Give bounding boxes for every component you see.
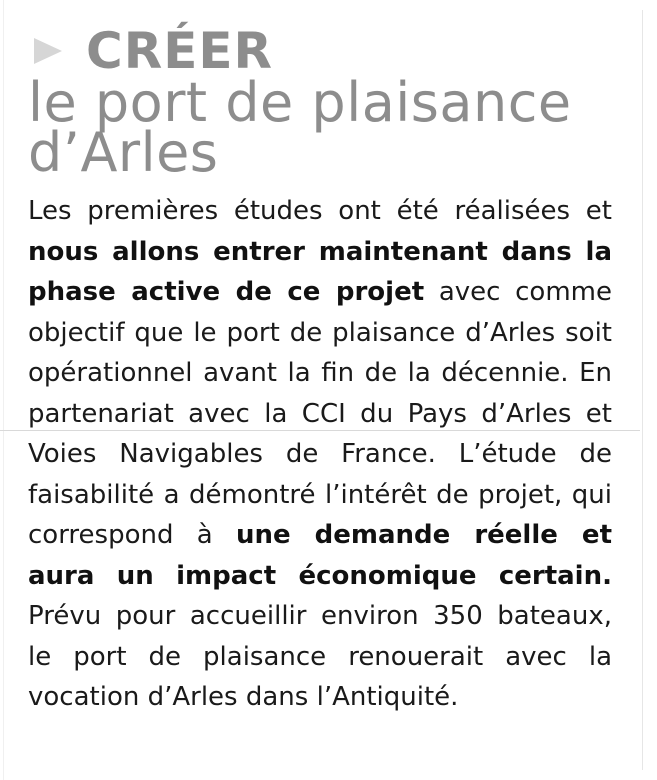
article-text-middle: avec comme objectif que le port de plaisance d’Arles soit opérationnel avant la fin de la décennie. En partenariat avec la CCI du Pays d’Arles et Voies Navigables de France. L’étude de faisabilité a démontré l’intérêt de projet, qui correspond à [28,277,612,550]
article-text-end: Prévu pour accueillir environ 350 bateaux, le port de plaisance renouerait avec la vocation d’Arles dans l’Antiquité. [28,601,612,712]
article-text-bold-demand: une demande réelle et aura un impact économique certain. [28,520,612,591]
paper-edge-left [3,0,4,780]
headline-verb: CRÉER [86,22,274,80]
article-text-intro: Les premières études ont été réalisées et [28,196,612,226]
headline-line-2: le port de plaisance [28,71,572,134]
article-body [28,191,612,718]
article-headline [28,22,628,184]
article-text-bold-phase: nous allons entrer maintenant dans la phase active de ce projet [28,236,612,307]
headline-line-3: d’Arles [28,121,219,184]
paper-edge-right [642,10,643,770]
triangle-arrow-icon [34,38,62,64]
